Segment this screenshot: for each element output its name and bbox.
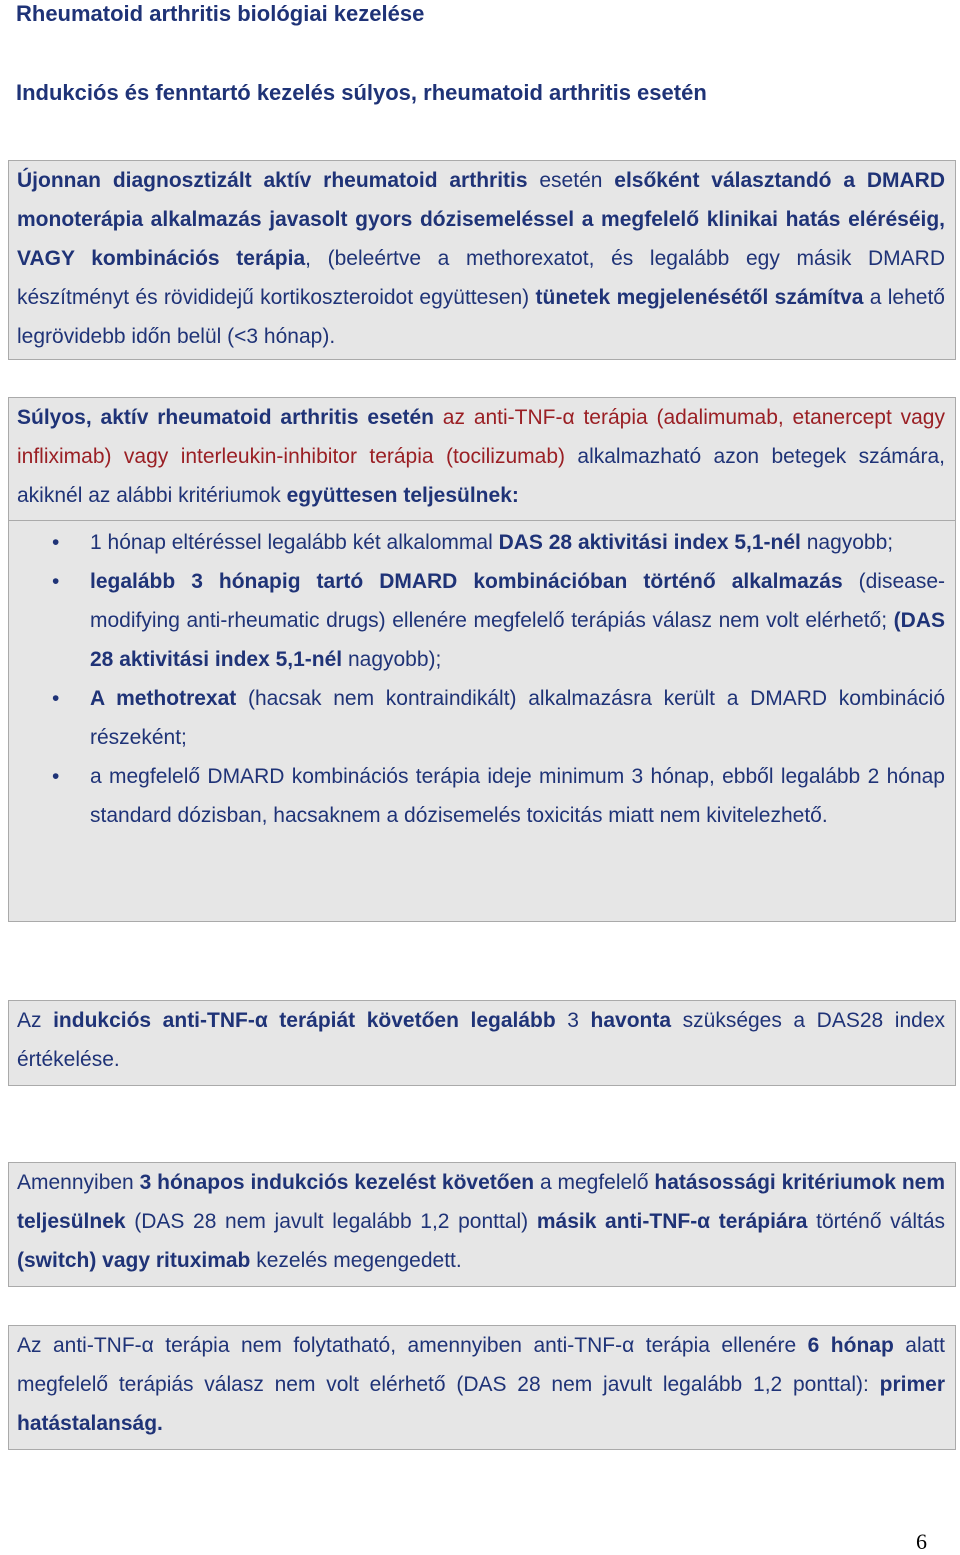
text-span: DAS 28 aktivitási index 5,1-nél	[498, 531, 801, 554]
list-item	[9, 523, 955, 562]
text-span: elsőként választandó a DMARD monoterápia alkalmazás javasolt gyors dózisemeléssel a megfelelő klinikai hatás eléréséig, VAGY kombinációs terápia	[17, 169, 945, 270]
bullet-icon: •	[52, 531, 60, 554]
page-number: 6	[916, 1529, 927, 1554]
text-span: Amennyiben	[17, 1171, 140, 1194]
list-item	[9, 757, 955, 835]
primary-failure-box	[8, 1325, 956, 1450]
severe-ra-criteria-box	[8, 397, 956, 922]
text-span: (hacsak nem kontraindikált) alkalmazásra került a DMARD kombináció részeként;	[90, 687, 946, 749]
text-span: 3 hónapos indukciós kezelést követően	[139, 1171, 535, 1194]
text-span: történő váltás	[807, 1210, 946, 1233]
text-span: hatásossági kritériumok nem teljesülnek	[17, 1171, 946, 1233]
text-span: a megfelelő DMARD kombinációs terápia ideje minimum 3 hónap, ebből legalább 2 hónap standard dózisban, hacsaknem a dózisemelés toxicitás miatt nem kivitelezhető.	[90, 765, 945, 827]
criteria-header	[9, 398, 955, 521]
bullet-icon: •	[52, 765, 60, 788]
criteria-intro-paragraph	[9, 398, 955, 515]
text-span: alatt megfelelő terápiás válasz nem volt elérhető (DAS 28 nem javult legalább 1,2 ponttal):	[17, 1334, 945, 1396]
text-span: indukciós anti-TNF-α terápiát követően legalább	[53, 1009, 556, 1032]
text-span: szükséges a DAS28 index értékelése.	[17, 1009, 945, 1071]
text-span: 6 hónap	[807, 1334, 894, 1357]
switch-therapy-box	[8, 1162, 956, 1287]
text-span: , (beleértve a methorexatot, és legalább egy másik DMARD készítményt és rövididejű kortikoszteroidot együttesen)	[17, 247, 946, 309]
list-item	[9, 562, 955, 679]
text-span: (DAS 28 aktivitási index 5,1-nél	[90, 609, 945, 671]
text-span: (disease-modifying anti-rheumatic drugs) ellenére megfelelő terápiás válasz nem volt elérhető;	[90, 570, 945, 632]
section-heading: Indukciós és fenntartó kezelés súlyos, rheumatoid arthritis esetén	[16, 80, 707, 105]
text-span: másik anti-TNF-α terápiára	[536, 1210, 808, 1233]
bullet-icon: •	[52, 687, 60, 710]
text-span: együttesen teljesülnek:	[286, 484, 519, 507]
text-span: a megfelelő	[534, 1171, 655, 1194]
bullet-icon: •	[52, 570, 60, 593]
text-span: 3	[555, 1009, 591, 1032]
text-span: Az	[17, 1009, 54, 1032]
primary-failure-paragraph	[9, 1326, 955, 1443]
text-span: (switch) vagy rituximab	[17, 1249, 251, 1272]
text-span: esetén	[527, 169, 615, 192]
text-span: az anti-TNF-α terápia (adalimumab, etanercept vagy infliximab) vagy interleukin-inhibitor terápia (tocilizumab)	[17, 406, 945, 468]
new-diagnosis-paragraph	[9, 161, 955, 356]
text-span: Az anti-TNF-α terápia nem folytatható, amennyiben anti-TNF-α terápia ellenére	[17, 1334, 808, 1357]
das28-evaluation-box	[8, 1000, 956, 1086]
text-span: Újonnan diagnosztizált aktív rheumatoid arthritis	[17, 169, 528, 192]
das28-paragraph	[9, 1001, 955, 1079]
document-title: Rheumatoid arthritis biológiai kezelése	[16, 1, 425, 26]
text-span: nagyobb);	[342, 648, 442, 671]
text-span: A methotrexat	[90, 687, 237, 710]
criteria-list	[9, 523, 955, 835]
text-span: (DAS 28 nem javult legalább 1,2 ponttal)	[125, 1210, 537, 1233]
text-span: primer hatástalanság.	[17, 1373, 945, 1435]
text-span: kezelés megengedett.	[250, 1249, 462, 1272]
list-item	[9, 679, 955, 757]
text-span: nagyobb;	[800, 531, 894, 554]
text-span: tünetek megjelenésétől számítva	[535, 286, 864, 309]
text-span: havonta	[590, 1009, 672, 1032]
new-diagnosis-box	[8, 160, 956, 360]
text-span: legalább 3 hónapig tartó DMARD kombinációban történő alkalmazás	[90, 570, 843, 593]
text-span: alkalmazható azon betegek számára, akiknél az alábbi kritériumok	[17, 445, 945, 507]
text-span: a lehető legrövidebb időn belül (<3 hónap).	[17, 286, 945, 348]
text-span: Súlyos, aktív rheumatoid arthritis esetén	[17, 406, 434, 429]
text-span: 1 hónap eltéréssel legalább két alkalommal	[90, 531, 499, 554]
switch-paragraph	[9, 1163, 955, 1280]
